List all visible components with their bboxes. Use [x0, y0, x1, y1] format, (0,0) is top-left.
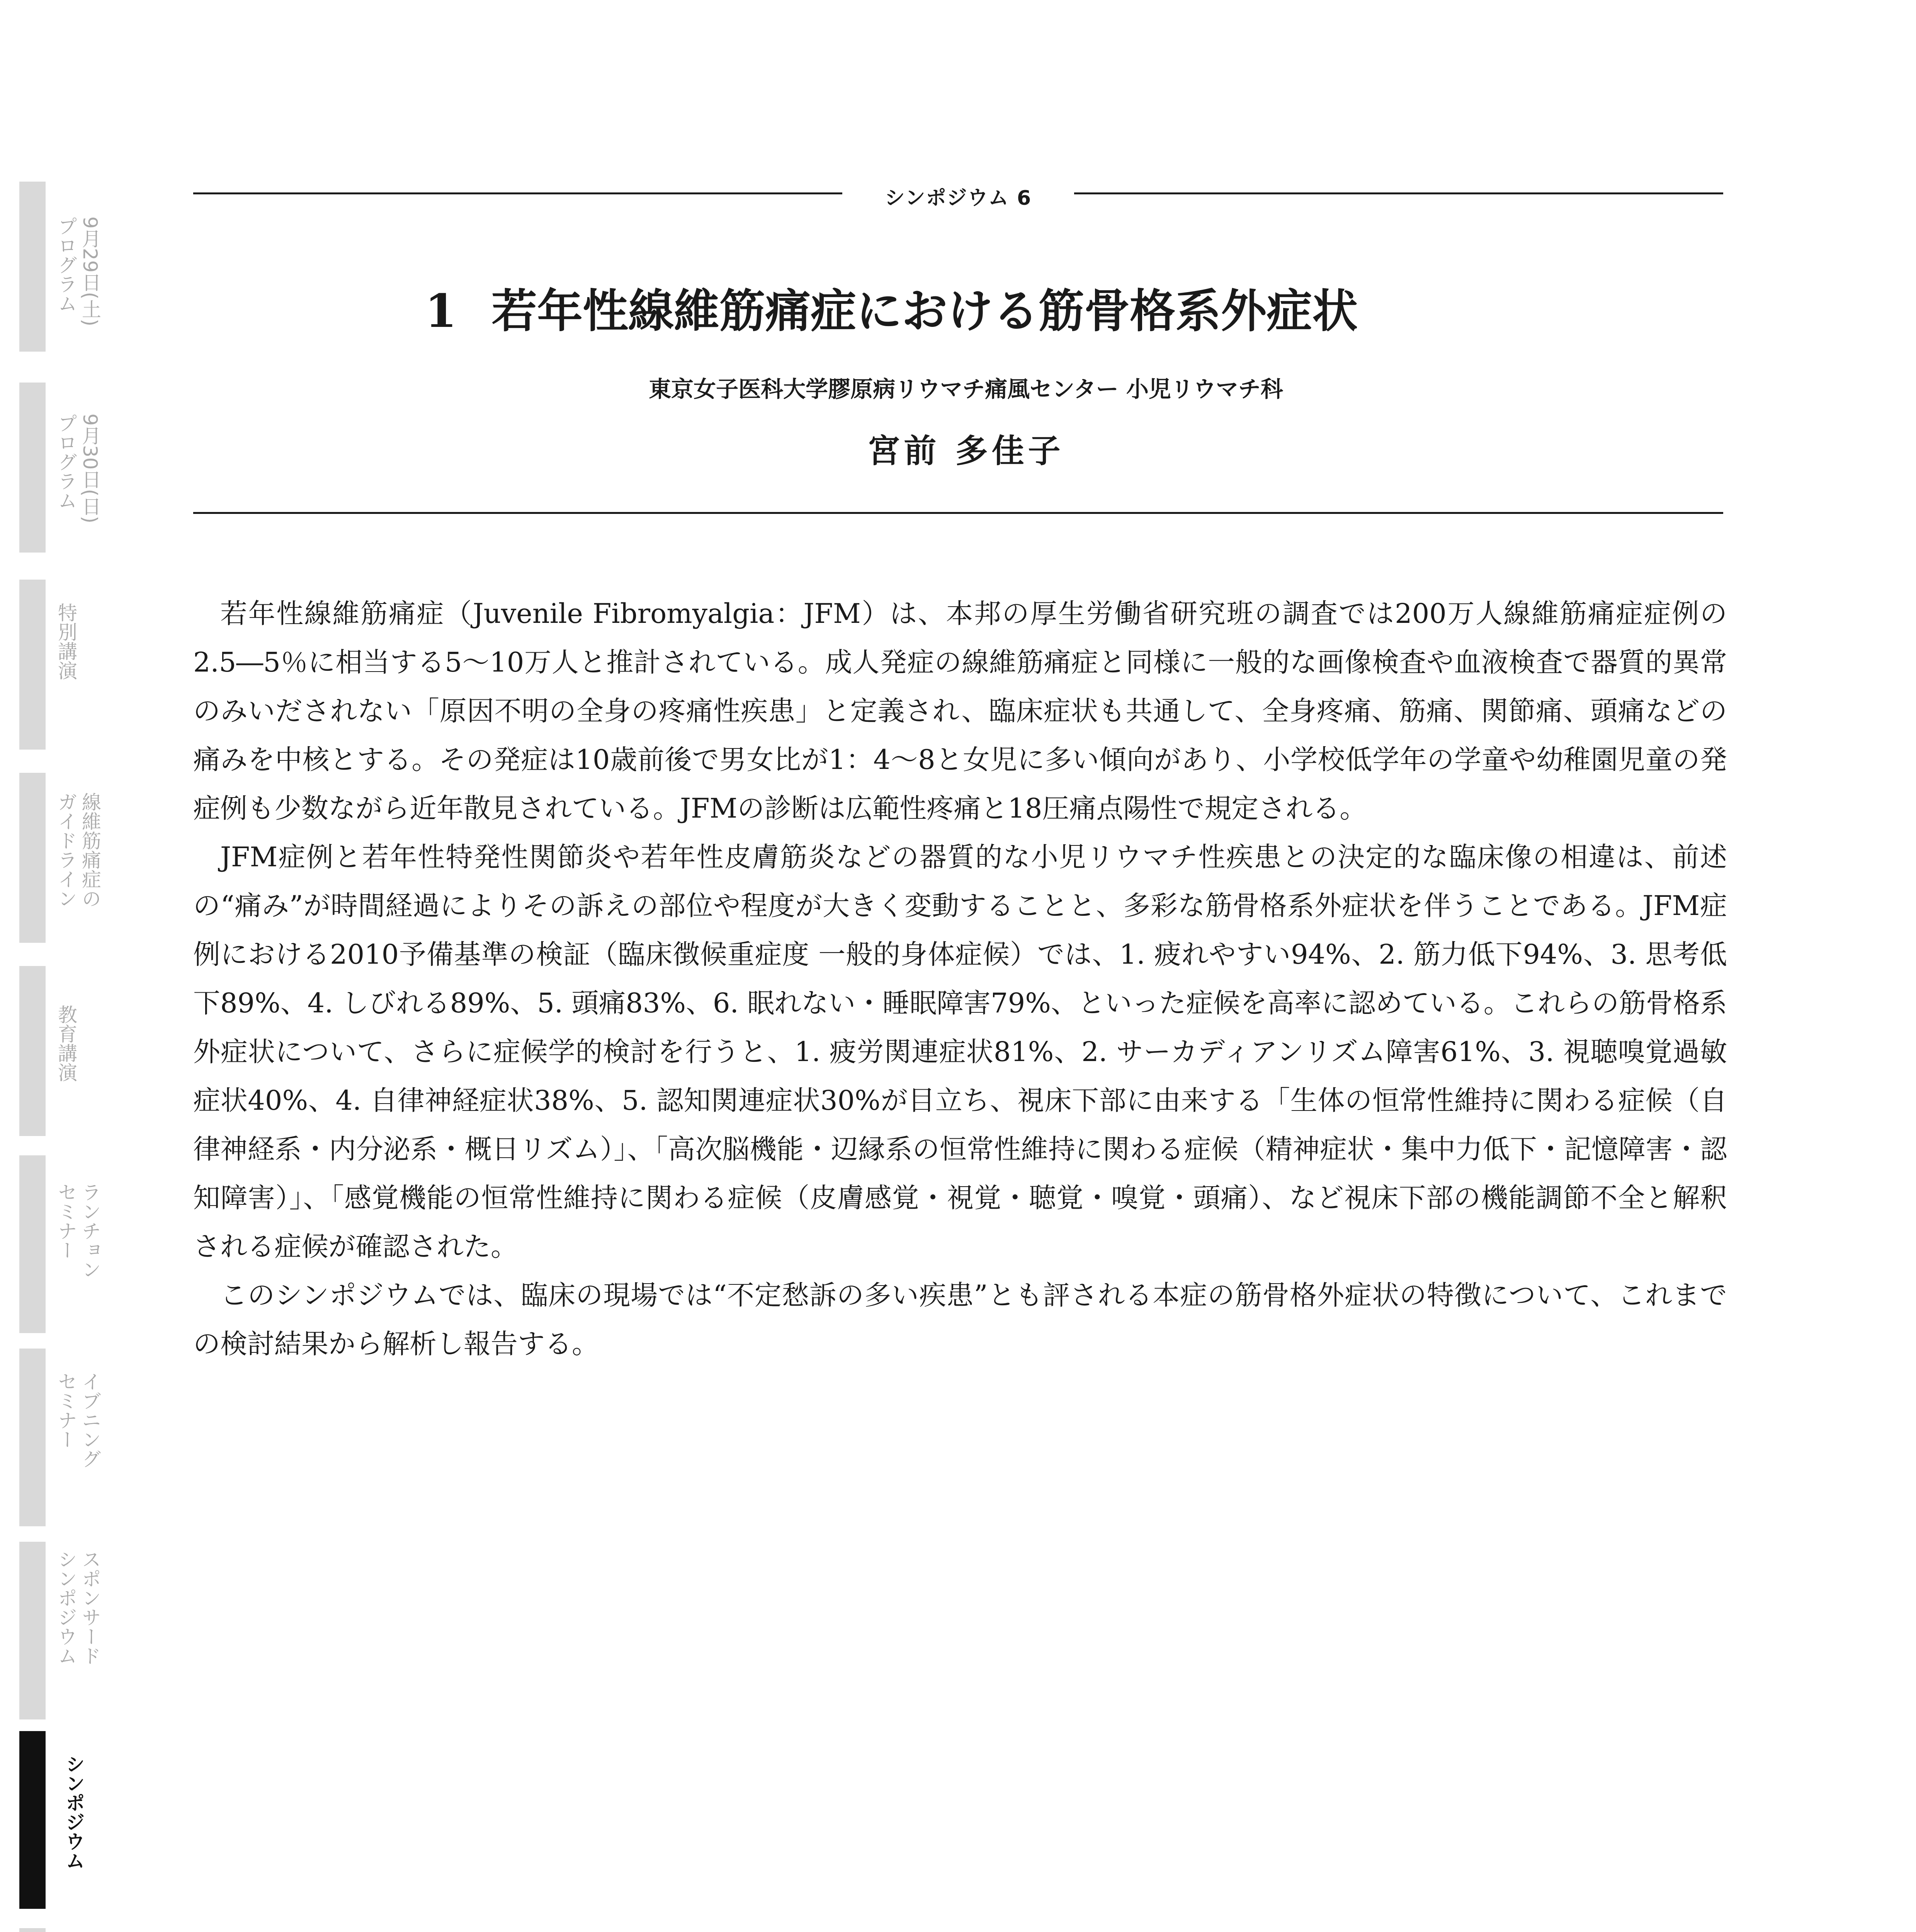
side-index-tab-day1 — [19, 182, 46, 352]
header-rule-right — [1074, 192, 1723, 194]
side-index-tab-day2 — [19, 383, 46, 553]
article-title — [425, 274, 1584, 340]
side-index-tab-evening — [19, 1349, 46, 1526]
article-number: 1 — [425, 284, 457, 338]
paragraph-3: このシンポジウムでは、臨床の現場では“不定愁訴の多い疾患”とも評される本症の筋骨格外症状の特徴について、これまでの検討結果から解析し報告する。 — [193, 1279, 1727, 1360]
side-index-label-day1: 9月29日(土) プログラム — [55, 216, 101, 327]
side-index-label-symposium: シンポジウム — [63, 1754, 85, 1870]
paragraph-2: JFM症例と若年性特発性関節炎や若年性皮膚筋炎などの器質的な小児リウマチ性疾患との決定的な臨床像の相違は、前述の“痛み”が時間経過によりその訴えの部位や程度が大きく変動することと、多彩な筋骨格系外症状を伴うことである。JFM症例における2010予備基準の検証（臨床徴候重症度 一般的身体症候）では、1. 疲れやすい94%、2. 筋力低下94%、3. 思考低下89%、4. しびれる89%、5. 頭痛83%、6. 眠れない・睡眠障害79%、といった症候を高率に認めている。これらの筋骨格系外症状について、さらに症候学的検討を行うと、1. 疲労関連症状81%、2. サーカディアンリズム障害61%、3. 視聴嗅覚過敏症状40%、4. 自律神経症状38%、5. 認知関連症状30%が目立ち、視床下部に由来する「生体の恒常性維持に関わる症候（自律神経系・内分泌系・概日リズム）」、「高次脳機能・辺縁系の恒常性維持に関わる症候（精神症状・集中力低下・記憶障害・認知障害）」、「感覚機能の恒常性維持に関わる症候（皮膚感覚・視覚・聴覚・嗅覚・頭痛）、など視床下部の機能調節不全と解釈される症候が確認された。 — [193, 841, 1727, 1262]
side-index-label-education: 教育講演 — [55, 1005, 77, 1082]
title-bottom-rule — [193, 512, 1723, 514]
side-index-tab-symposium — [19, 1731, 46, 1909]
side-index-tab-sponsored — [19, 1542, 46, 1719]
author-affiliation: 東京女子医科大学膠原病リウマチ痛風センター 小児リウマチ科 — [649, 376, 1283, 402]
side-index-label-evening: イブニング セミナー — [55, 1372, 101, 1468]
side-index-tab-special-lecture — [19, 580, 46, 750]
side-index-label-special-lecture: 特別講演 — [55, 603, 77, 680]
side-index-tab-public-lecture — [19, 1928, 46, 1932]
side-index-label-guideline: 線維筋痛症の ガイドライン — [55, 792, 101, 908]
author-name: 宮前 多佳子 — [867, 432, 1064, 470]
side-index-tab-guideline — [19, 773, 46, 943]
abstract-body — [193, 589, 1727, 1368]
section-heading: シンポジウム 6 — [884, 187, 1032, 210]
paragraph-1: 若年性線維筋痛症（Juvenile Fibromyalgia：JFM）は、本邦の厚生労働省研究班の調査では200万人線維筋痛症症例の2.5―5％に相当する5～10万人と推計されている。成人発症の線維筋痛症と同様に一般的な画像検査や血液検査で器質的異常のみいだされない「原因不明の全身の疼痛性疾患」と定義され、臨床症状も共通して、全身疼痛、筋痛、関節痛、頭痛などの痛みを中核とする。その発症は10歳前後で男女比が1：4～8と女児に多い傾向があり、小学校低学年の学童や幼稚園児童の発症例も少数ながら近年散見されている。JFMの診断は広範性疼痛と18圧痛点陽性で規定される。 — [193, 598, 1727, 824]
side-index-tab-luncheon — [19, 1155, 46, 1333]
side-index-label-luncheon: ランチョン セミナー — [55, 1182, 101, 1279]
article-title-text: 若年性線維筋痛症における筋骨格系外症状 — [491, 284, 1358, 338]
side-index-label-sponsored: スポンサード シンポジウム — [55, 1549, 101, 1665]
header-rule-left — [193, 192, 842, 194]
side-index-label-day2: 9月30日(日) プログラム — [55, 413, 101, 524]
side-index-tab-education — [19, 966, 46, 1136]
